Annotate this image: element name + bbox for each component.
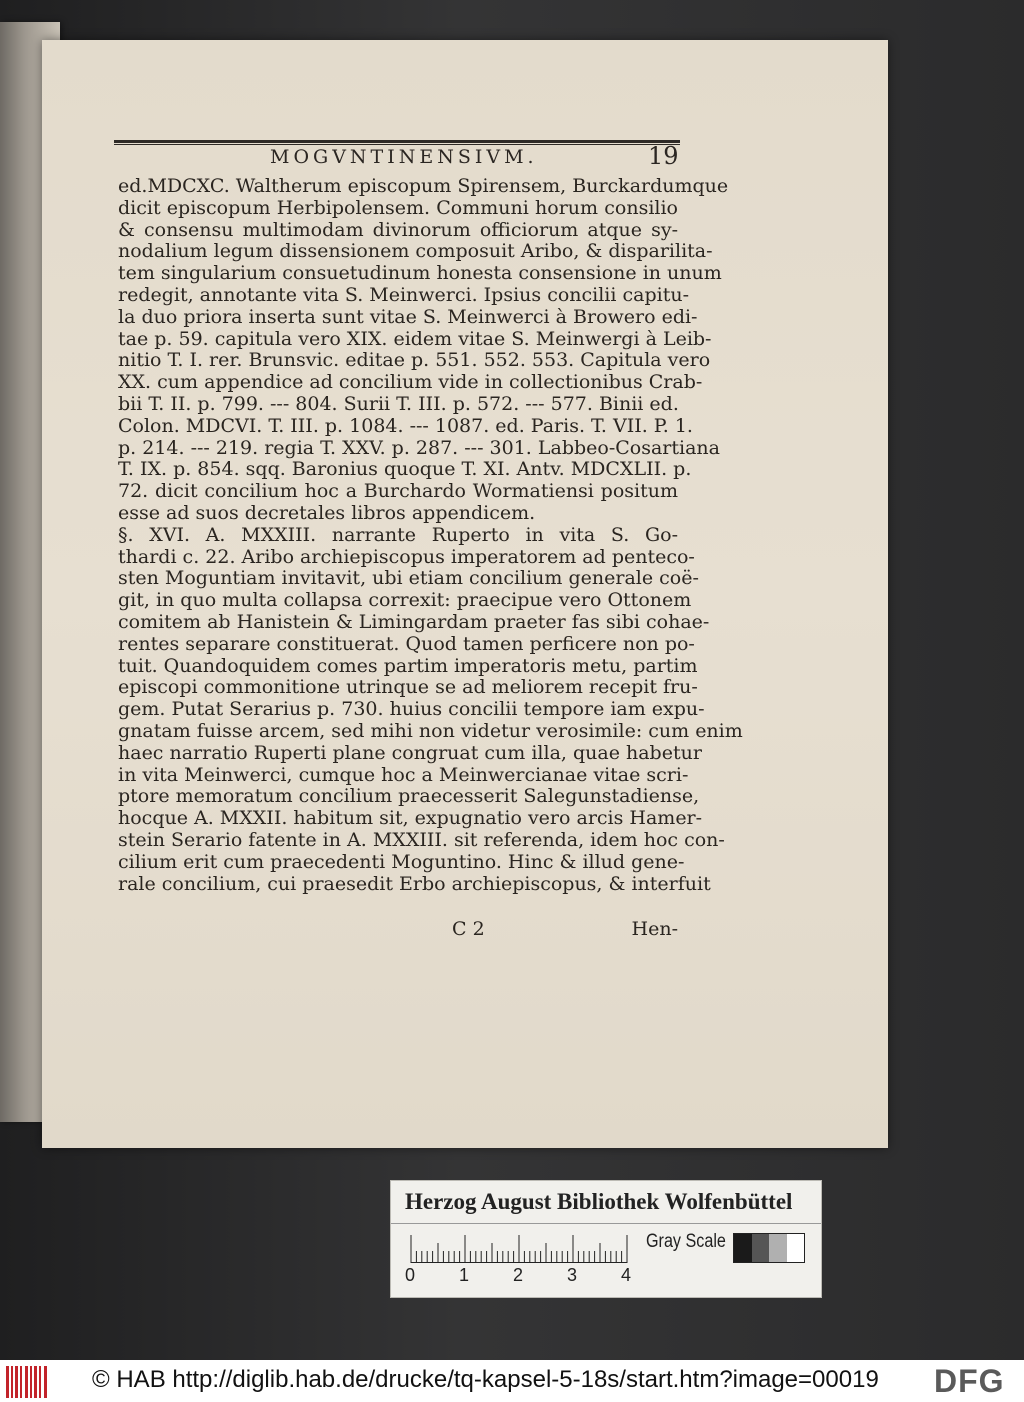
ruler-number: 1 (459, 1265, 470, 1285)
text-line: tuit. Quandoquidem comes partim imperatoris metu, partim (118, 654, 698, 677)
text-line: rentes separare constituerat. Quod tamen perficere non po- (118, 632, 695, 655)
text-line: §. XVI. A. MXXIII. narrante Ruperto in vita S. Go- (118, 523, 678, 546)
text-line: dicit episcopum Herbipolensem. Communi horum consilio (118, 196, 678, 219)
color-card (390, 1180, 822, 1298)
page-number: 19 (648, 142, 679, 170)
text-line: stein Serario fatente in A. MXXIII. sit referenda, idem hoc con- (118, 828, 725, 851)
scale-ruler (409, 1233, 629, 1263)
card-title: Herzog August Bibliothek Wolfenbüttel (405, 1189, 793, 1214)
text-line: la duo priora inserta sunt vitae S. Meinwerci à Browero edi- (118, 305, 698, 328)
text-line: Colon. MDCVI. T. III. p. 1084. --- 1087. ed. Paris. T. VII. P. 1. (118, 414, 693, 437)
text-line: episcopi commonitione utrinque se ad meliorem recepit fru- (118, 676, 698, 699)
text-line: haec narratio Ruperti plane congruat cum illa, quae habetur (118, 741, 702, 764)
logo-bar (44, 1366, 47, 1398)
text-line: cilium erit cum praecedenti Moguntino. Hinc & illud gene- (118, 850, 685, 873)
text-line: nodalium legum dissensionem composuit Aribo, & disparilita- (118, 240, 713, 263)
text-line: p. 214. --- 219. regia T. XXV. p. 287. --- 301. Labbeo-Cosartiana (118, 436, 720, 459)
text-line: in vita Meinwerci, cumque hoc a Meinwercianae vitae scri- (118, 763, 689, 786)
gray-swatch (787, 1234, 805, 1262)
text-line: esse ad suos decretales libros appendicem. (118, 501, 536, 524)
text-line: tem singularium consuetudinum honesta consensione in unum (118, 262, 722, 285)
gray-swatch (769, 1234, 787, 1262)
text-line: gnatam fuisse arcem, sed mihi non videtur verosimile: cum enim (118, 719, 743, 742)
gray-swatch (734, 1234, 752, 1262)
logo-bar (15, 1366, 18, 1398)
text-line: redegit, annotante vita S. Meinwerci. Ipsius concilii capitu- (118, 283, 690, 306)
ruler-number: 0 (405, 1265, 416, 1285)
text-line: ed.MDCXC. Waltherum episcopum Spirensem, Burckardumque (118, 175, 729, 197)
gray-scale-label: Gray Scale (646, 1231, 726, 1252)
text-line: 72. dicit concilium hoc a Burchardo Wormatiensi positum (118, 480, 678, 503)
text-line: T. IX. p. 854. sqq. Baronius quoque T. XI. Antv. MDCXLII. p. (118, 458, 692, 481)
header-rule (114, 140, 680, 143)
card-divider (391, 1223, 821, 1224)
catchword: Hen- (631, 918, 678, 940)
text-line: nitio T. I. rer. Brunsvic. editae p. 551. 552. 553. Capitula vero (118, 349, 711, 372)
copyright-link[interactable]: © HAB http://diglib.hab.de/drucke/tq-kapsel-5-18s/start.htm?image=00019 (92, 1366, 879, 1393)
text-line: tae p. 59. capitula vero XIX. eidem vitae S. Meinwergi à Leib- (118, 327, 712, 350)
ruler-ticks (409, 1233, 629, 1263)
text-line: comitem ab Hanistein & Limingardam praeter fas sibi cohae- (118, 610, 710, 633)
body-text (118, 175, 743, 895)
logo-bar (20, 1366, 22, 1398)
logo-bar (11, 1366, 13, 1398)
logo-bar (30, 1366, 32, 1398)
gray-scale-swatches (733, 1233, 805, 1263)
text-line: XX. cum appendice ad concilium vide in collectionibus Crab- (118, 371, 703, 394)
ruler-number: 3 (567, 1265, 578, 1285)
gray-swatch (752, 1234, 770, 1262)
text-line: bii T. II. p. 799. --- 804. Surii T. III. p. 572. --- 577. Binii ed. (118, 392, 679, 415)
text-line: ptore memoratum concilium praecesserit Salegunstadiense, (118, 785, 700, 808)
logo-bar (39, 1366, 41, 1398)
text-line: thardi c. 22. Aribo archiepiscopus imperatorem ad penteco- (118, 545, 695, 568)
logo-bar (25, 1366, 28, 1398)
text-line: sten Moguntiam invitavit, ubi etiam concilium generale coë- (118, 567, 699, 590)
ruler-number: 4 (621, 1265, 632, 1285)
ruler-number: 2 (513, 1265, 524, 1285)
running-head: MOGVNTINENSIVM. (270, 146, 538, 168)
text-line: & consensu multimodam divinorum officiorum atque sy- (118, 218, 678, 241)
logo-bar (6, 1366, 9, 1398)
footer-bar (0, 1360, 1024, 1402)
text-line: hocque A. MXXII. habitum sit, expugnatio vero arcis Hamer- (118, 807, 703, 830)
text-line: gem. Putat Serarius p. 730. huius concilii tempore iam expu- (118, 698, 705, 721)
text-line: rale concilium, cui praesedit Erbo archiepiscopus, & interfuit (118, 872, 711, 895)
page-footer (452, 918, 678, 940)
signature-mark: C 2 (452, 918, 485, 940)
logo-bar (34, 1366, 37, 1398)
hab-barcode-logo-icon (6, 1366, 48, 1398)
text-line: git, in quo multa collapsa correxit: praecipue vero Ottonem (118, 589, 692, 612)
header-rule-thin (114, 144, 680, 145)
dfg-logo: DFG (934, 1363, 1005, 1399)
